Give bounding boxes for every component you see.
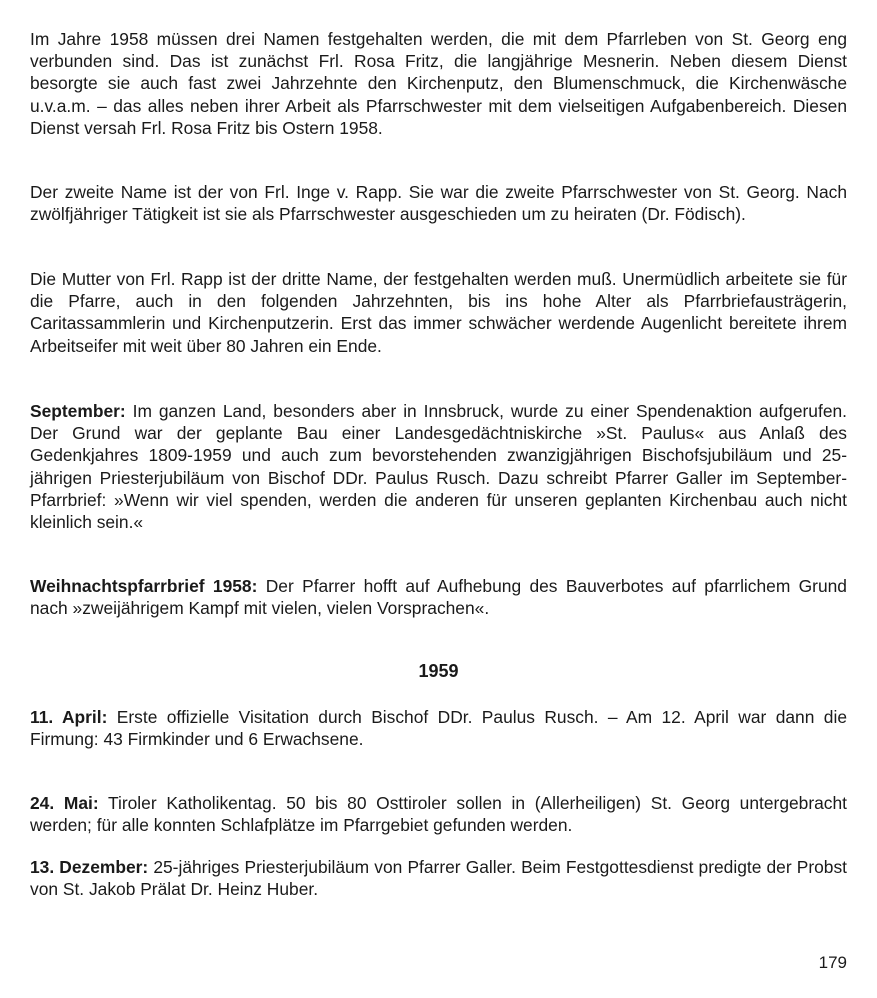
paragraph-lead: 24. Mai: — [30, 793, 99, 813]
paragraph-mother-rapp — [30, 268, 847, 357]
paragraph-lead: 13. Dezember: — [30, 857, 149, 877]
paragraph-april — [30, 706, 847, 750]
page-number: 179 — [818, 953, 847, 972]
paragraph-september — [30, 400, 847, 533]
paragraph-inge-rapp — [30, 181, 847, 225]
paragraph-text: Tiroler Katholikentag. 50 bis 80 Osttiroler sollen in (Allerheiligen) St. Georg untergebracht werden; für alle konnten Schlafplätze im Pfarrgebiet gefunden werden. — [30, 793, 847, 836]
paragraph-text: Die Mutter von Frl. Rapp ist der dritte Name, der festgehalten werden muß. Unermüdlich arbeitete sie für die Pfarre, auch in den folgenden Jahrzehnten, bis ins hohe Alter als Pfarrbriefausträgerin, Caritassammlerin und Kirchenputzerin. Erst das immer schwächer werdende Augenlicht bereitete ihrem Arbeitseifer mit weit über 80 Jahren ein Ende. — [30, 269, 847, 356]
paragraph-text: 25-jähriges Priesterjubiläum von Pfarrer Galler. Beim Festgottesdienst predigte der Probst von St. Jakob Prälat Dr. Heinz Huber. — [30, 857, 848, 900]
paragraph-text: Der zweite Name ist der von Frl. Inge v. Rapp. Sie war die zweite Pfarrschwester von St. Georg. Nach zwölfjähriger Tätigkeit ist sie als Pfarrschwester ausgeschieden um zu heiraten (Dr. Födisch). — [30, 182, 847, 225]
paragraph-lead: Weihnachtspfarrbrief 1958: — [30, 576, 258, 596]
year-heading: 1959 — [418, 661, 459, 681]
document-page — [30, 20, 847, 978]
paragraph-lead: 11. April: — [30, 707, 108, 727]
paragraph-may — [30, 792, 847, 836]
paragraph-text: Im ganzen Land, besonders aber in Innsbruck, wurde zu einer Spendenaktion aufgerufen. Der Grund war der geplante Bau einer Landesgedächtniskirche »St. Paulus« aus Anlaß des Gedenkjahres 1809-1959 und auch zum bevorstehenden zwanzigjährigen Bischofsjubiläum und 25-jährigen Priesterjubiläum von Bischof DDr. Paulus Rusch. Dazu schreibt Pfarrer Galler im September-Pfarrbrief: »Wenn wir viel spenden, werden die anderen für unseren geplanten Kirchenbau auch nicht kleinlich sein.« — [30, 401, 847, 533]
paragraph-december — [30, 856, 847, 900]
paragraph-weihnachtspfarrbrief — [30, 575, 847, 619]
paragraph-text: Der Pfarrer hofft auf Aufhebung des Bauverbotes auf pfarrlichem Grund nach »zweijährigem Kampf mit vielen, vielen Vorsprachen«. — [30, 576, 847, 619]
paragraph-lead: September: — [30, 401, 126, 421]
paragraph-text: Im Jahre 1958 müssen drei Namen festgehalten werden, die mit dem Pfarrleben von St. Georg eng verbunden sind. Das ist zunächst Frl. Rosa Fritz, die langjährige Mesnerin. Neben diesem Dienst besorgte sie auch fast zwei Jahrzehnte den Kirchenputz, den Blumenschmuck, die Kirchenwäsche u.v.a.m. – das alles neben ihrer Arbeit als Pfarrschwester mit dem vielseitigen Aufgabenbereich. Diesen Dienst versah Frl. Rosa Fritz bis Ostern 1958. — [30, 29, 847, 138]
paragraph-names-1958 — [30, 28, 847, 139]
paragraph-text: Erste offizielle Visitation durch Bischof DDr. Paulus Rusch. – Am 12. April war dann die Firmung: 43 Firmkinder und 6 Erwachsene. — [30, 707, 847, 750]
